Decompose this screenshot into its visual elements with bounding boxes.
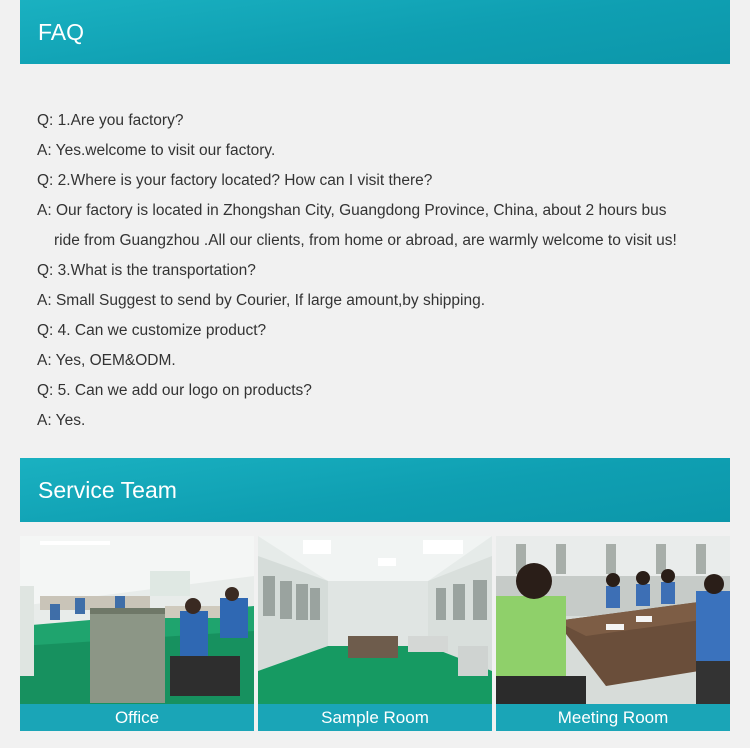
faq-answer-5: A: Yes. <box>37 412 86 429</box>
office-image <box>20 536 254 704</box>
faq-question-4: Q: 4. Can we customize product? <box>37 322 267 339</box>
faq-answer-3: A: Small Suggest to send by Courier, If large amount,by shipping. <box>37 292 486 309</box>
office-photo <box>20 536 254 731</box>
faq-answer-2: A: Our factory is located in Zhongshan City, Guangdong Province, China, about 2 hours bus <box>37 202 667 219</box>
faq-question-5: Q: 5. Can we add our logo on products? <box>37 382 312 399</box>
faq-answer-2-continued: ride from Guangzhou .All our clients, from home or abroad, are warmly welcome to visit us! <box>54 232 677 249</box>
service-team-photos <box>20 536 730 731</box>
faq-question-2: Q: 2.Where is your factory located? How can I visit there? <box>37 172 433 189</box>
sample-room-photo <box>258 536 492 731</box>
faq-list <box>37 106 717 436</box>
service-team-header <box>20 458 730 522</box>
service-team-title: Service Team <box>38 476 177 503</box>
sample-room-image <box>258 536 492 704</box>
office-caption: Office <box>20 704 254 731</box>
faq-question-3: Q: 3.What is the transportation? <box>37 262 256 279</box>
faq-question-1: Q: 1.Are you factory? <box>37 112 184 129</box>
meeting-room-caption: Meeting Room <box>496 704 730 731</box>
faq-header <box>20 0 730 64</box>
meeting-room-photo <box>496 536 730 731</box>
faq-answer-1: A: Yes.welcome to visit our factory. <box>37 142 276 159</box>
faq-title: FAQ <box>38 18 85 45</box>
meeting-room-image <box>496 536 730 704</box>
sample-room-caption: Sample Room <box>258 704 492 731</box>
faq-answer-4: A: Yes, OEM&ODM. <box>37 352 176 369</box>
